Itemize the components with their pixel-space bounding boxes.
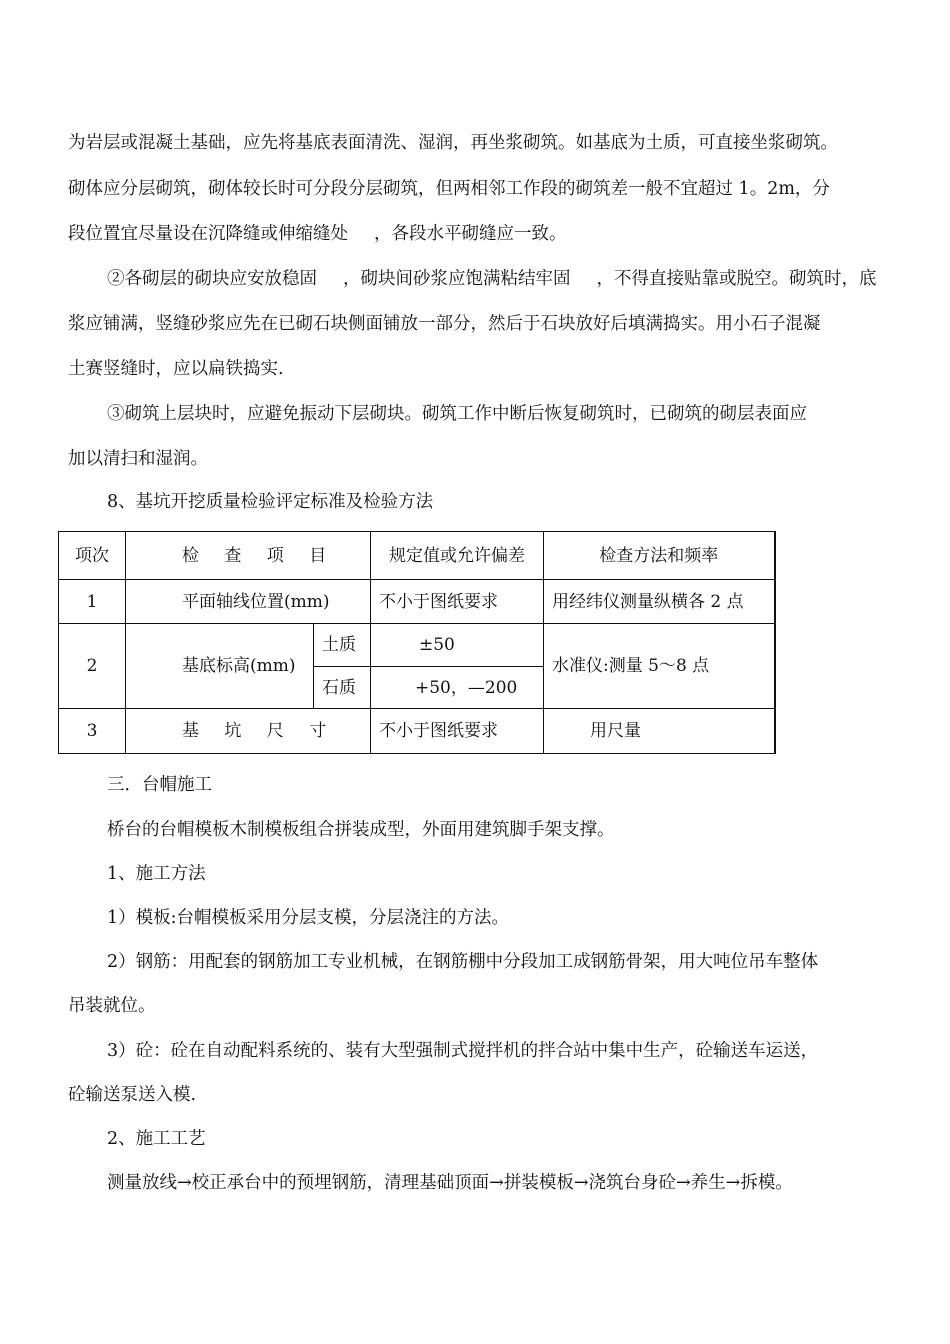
paragraph-line: 吊装就位。	[68, 996, 156, 1016]
row-value: 不小于图纸要求	[371, 580, 544, 624]
table-row	[59, 624, 775, 667]
table-row	[59, 580, 775, 624]
paragraph-line	[68, 222, 888, 246]
row-number: 3	[59, 709, 126, 754]
paragraph-line: 桥台的台帽模板木制模板组合拼装成型，外面用建筑脚手架支撑。	[107, 820, 615, 840]
subsection-heading: 2、施工工艺	[107, 1129, 206, 1149]
paragraph-line	[107, 267, 888, 291]
header-cell: 检 查 项 目	[126, 532, 371, 580]
paragraph-line: 2）钢筋：用配套的钢筋加工专业机械，在钢筋棚中分段加工成钢筋骨架，用大吨位吊车整体	[107, 952, 819, 972]
section-heading: 8、基坑开挖质量检验评定标准及检验方法	[107, 492, 434, 512]
paragraph-line: 砌体应分层砌筑，砌体较长时可分段分层砌筑，但两相邻工作段的砌筑差一般不宜超过 1。2m，分	[68, 179, 830, 199]
paragraph-line: 为岩层或混凝土基础，应先将基底表面清洗、湿润，再坐浆砌筑。如基底为土质，可直接坐浆砌筑。	[68, 133, 838, 153]
paragraph-line: 砼输送泵送入模.	[68, 1085, 197, 1105]
section-title: 三．台帽施工	[107, 775, 212, 795]
row-method: 用经纬仪测量纵横各 2 点	[544, 580, 775, 624]
row-subitem: 石质	[314, 667, 371, 709]
row-method: 水准仪:测量 5～8 点	[544, 624, 775, 709]
row-value: +50，—200	[371, 667, 544, 709]
text-fragment: ，砌块间砂浆应饱满粘结牢固	[343, 269, 571, 289]
row-item: 基底标高(mm)	[126, 624, 314, 709]
row-value: ±50	[371, 624, 544, 667]
text-fragment: ②各砌层的砌块应安放稳固	[107, 269, 317, 289]
paragraph-line: 加以清扫和湿润。	[68, 449, 208, 469]
paragraph-line: 土赛竖缝时，应以扁铁捣实.	[68, 359, 284, 379]
text-fragment: ，不得直接贴靠或脱空。砌筑时，底	[596, 269, 877, 289]
row-value: 不小于图纸要求	[371, 709, 544, 754]
paragraph-line: 3）砼：砼在自动配料系统的、装有大型强制式搅拌机的拌合站中集中生产，砼输送车运送，	[107, 1041, 819, 1061]
inspection-table	[58, 531, 776, 754]
paragraph-line: ③砌筑上层块时，应避免振动下层砌块。砌筑工作中断后恢复砌筑时，已砌筑的砌层表面应	[107, 404, 807, 424]
table-row	[59, 709, 775, 754]
text-fragment: ，各段水平砌缝应一致。	[374, 224, 567, 244]
paragraph-line: 浆应铺满，竖缝砂浆应先在已砌石块侧面铺放一部分，然后于石块放好后填满捣实。用小石子混凝	[68, 314, 821, 334]
paragraph-line: 测量放线→校正承台中的预埋钢筋，清理基础顶面→拼装模板→浇筑台身砼→养生→拆模。	[107, 1173, 793, 1193]
text-fragment: 段位置宜尽量设在沉降缝或伸缩缝处	[68, 224, 348, 244]
row-number: 1	[59, 580, 126, 624]
row-method: 用尺量	[544, 709, 775, 754]
paragraph-line: 1）模板:台帽模板采用分层支模，分层浇注的方法。	[107, 908, 510, 928]
row-item: 平面轴线位置(mm)	[126, 580, 371, 624]
header-cell: 检查方法和频率	[544, 532, 775, 580]
row-subitem: 土质	[314, 624, 371, 667]
subsection-heading: 1、施工方法	[107, 864, 206, 884]
header-cell: 规定值或允许偏差	[371, 532, 544, 580]
header-cell: 项次	[59, 532, 126, 580]
table-header-row	[59, 532, 775, 580]
row-number: 2	[59, 624, 126, 709]
row-item: 基 坑 尺 寸	[126, 709, 371, 754]
